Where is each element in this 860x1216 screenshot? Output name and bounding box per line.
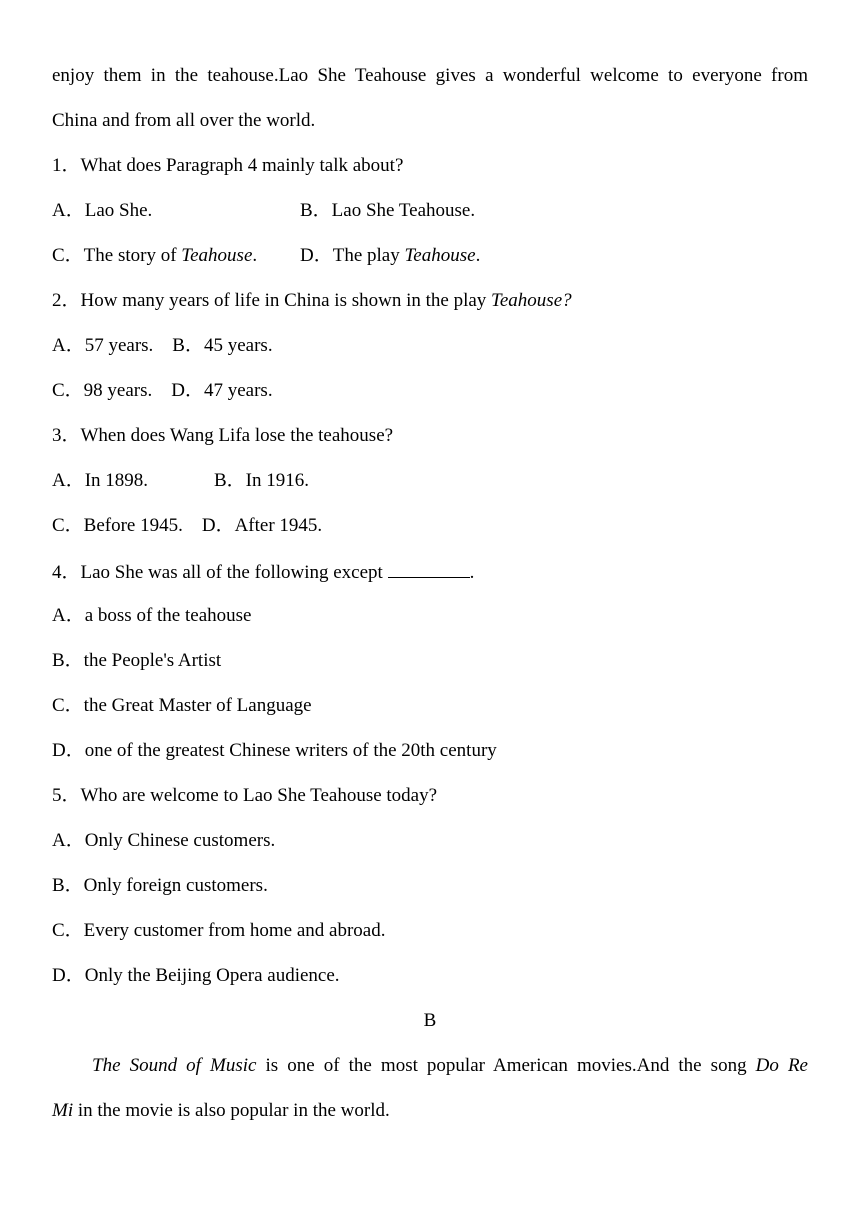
question-2-options-ab: A．57 years. B．45 years. (52, 335, 273, 356)
question-4-option-a: A．a boss of the teahouse (52, 605, 252, 626)
question-4-option-c: C．the Great Master of Language (52, 695, 312, 716)
question-5-option-d: D．Only the Beijing Opera audience. (52, 965, 340, 986)
question-3-stem: 3．When does Wang Lifa lose the teahouse? (52, 425, 394, 446)
question-3-options-cd: C．Before 1945. D．After 1945. (52, 515, 323, 536)
question-5-stem: 5．Who are welcome to Lao She Teahouse today? (52, 785, 438, 806)
option-a: A．In 1898. (52, 470, 149, 491)
question-2-options-cd: C．98 years. D．47 years. (52, 380, 273, 401)
option-c: C．The story of Teahouse. (52, 245, 258, 266)
question-5-option-a: A．Only Chinese customers. (52, 830, 276, 851)
question-4-option-b: B．the People's Artist (52, 650, 222, 671)
section-heading: B (423, 1010, 437, 1031)
question-1-options-ab (52, 199, 808, 223)
question-4-stem: 4．Lao She was all of the following except . (52, 559, 808, 583)
section-b-paragraph-line: The Sound of Music is one of the most popular American movies.And the song Do Re (92, 1055, 808, 1076)
question-3-options-ab (52, 469, 808, 493)
passage-line: China and from all over the world. (52, 110, 316, 131)
option-d: D．The play Teahouse. (300, 245, 481, 266)
question-4-option-d: D．one of the greatest Chinese writers of the 20th century (52, 740, 497, 761)
question-1-stem: 1．What does Paragraph 4 mainly talk about? (52, 155, 404, 176)
option-b: B．In 1916. (214, 470, 310, 491)
passage-line: enjoy them in the teahouse.Lao She Teahouse gives a wonderful welcome to everyone from (52, 65, 808, 86)
answer-blank (388, 559, 470, 578)
question-5-option-b: B．Only foreign customers. (52, 875, 268, 896)
section-b-paragraph-line: Mi in the movie is also popular in the world. (52, 1100, 390, 1121)
question-5-option-c: C．Every customer from home and abroad. (52, 920, 386, 941)
option-b: B．Lao She Teahouse. (300, 200, 476, 221)
option-a: A．Lao She. (52, 200, 153, 221)
question-1-options-cd (52, 244, 808, 268)
question-2-stem: 2．How many years of life in China is shown in the play Teahouse? (52, 290, 572, 311)
